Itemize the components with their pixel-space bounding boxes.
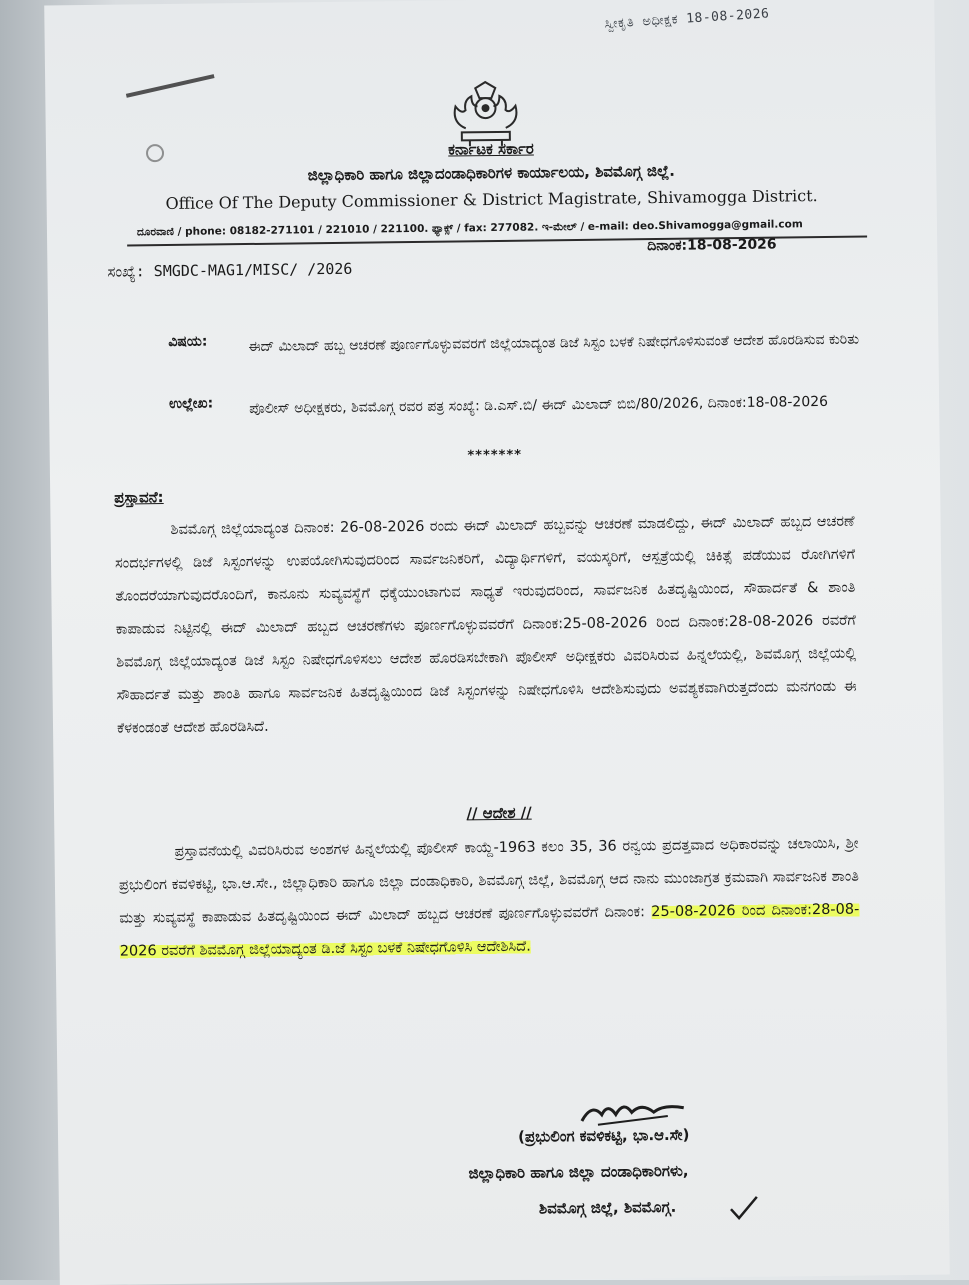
tick-mark-icon: [729, 1195, 759, 1221]
received-stamp: ಸ್ವೀಕೃತಿ ಅಧೀಕ್ಷಕ 18-08-2026: [604, 6, 770, 32]
reference-number: ಸಂಖ್ಯೆ: SMGDC-MAG1/MISC/ /2026: [107, 259, 353, 281]
document-page: [44, 0, 950, 1285]
pen-mark: [126, 74, 215, 98]
order-heading: // ಆದೇಶ //: [466, 803, 532, 823]
subject-label: ವಿಷಯ:: [168, 333, 208, 350]
subject-text: ಈದ್ ಮಿಲಾದ್ ಹಬ್ಬ ಆಚರಣೆ ಪೂರ್ಣಗೊಳ್ಳುವವರಗೆ ಜಿಲ್ಲೆಯಾದ್ಯಂತ ಡಿಜೆ ಸಿಸ್ಟಂ ಬಳಕೆ ನಿಷೇಧಗೊಳಿಸುವಂತೆ ಆದೇಶ ಹೊರಡಿಸುವ ಕುರಿತು: [248, 331, 860, 356]
signatory-title: ಜಿಲ್ಲಾಧಿಕಾರಿ ಹಾಗೂ ಜಿಲ್ಲಾ ದಂಡಾಧಿಕಾರಿಗಳು,: [468, 1161, 689, 1183]
order-highlighted-text: 25-08-2026 ರಿಂದ ದಿನಾಂಕ:28-08-2026 ರವರೆಗೆ ಶಿವಮೊಗ್ಗ ಜಿಲ್ಲೆಯಾದ್ಯಂತ ಡಿ.ಜೆ ಸಿಸ್ಟಂ ಬಳಕೆ ನಿಷೇಧಗೊಳಿಸಿ ಆದೇಶಿಸಿದೆ.: [119, 901, 860, 960]
order-paragraph: [118, 828, 860, 969]
office-name-kannada: ಜಿಲ್ಲಾಧಿಕಾರಿ ಹಾಗೂ ಜಿಲ್ಲಾದಂಡಾಧಿಕಾರಿಗಳ ಕಾರ್ಯಾಲಯ, ಶಿವಮೊಗ್ಗ ಜಿಲ್ಲೆ.: [307, 161, 675, 185]
preamble-heading: ಪ್ರಸ್ತಾವನೆ:: [114, 488, 164, 507]
order-date: ದಿನಾಂಕ:18-08-2026: [647, 236, 777, 255]
reference-label: ಉಲ್ಲೇಖ:: [168, 395, 214, 412]
preamble-paragraph: ಶಿವಮೊಗ್ಗ ಜಿಲ್ಲೆಯಾದ್ಯಂತ ದಿನಾಂಕ: 26-08-2026 ರಂದು ಈದ್ ಮಿಲಾದ್ ಹಬ್ಬವನ್ನು ಆಚರಣೆ ಮಾಡಲಿದ್ದು, ಈದ್ ಮಿಲಾದ್ ಹಬ್ಬದ ಆಚರಣೆ ಸಂದರ್ಭಗಳಲ್ಲಿ ಡಿಜೆ ಸಿಸ್ಟಂಗಳನ್ನು ಉಪಯೋಗಿಸುವುದರಿಂದ ಸಾರ್ವಜನಿಕರಿಗೆ, ವಿದ್ಯಾರ್ಥಿಗಳಿಗೆ, ವಯಸ್ಕರಿಗೆ, ಆಸ್ಪತ್ರೆಯಲ್ಲಿ ಚಿಕಿತ್ಸೆ ಪಡೆಯುವ ರೋಗಿಗಳಿಗೆ ತೊಂದರೆಯಾಗುವುದರೊಂದಿಗೆ, ಕಾನೂನು ಸುವ್ಯವಸ್ಥೆಗೆ ಧಕ್ಕೆಯುಂಟಾಗುವ ಸಾಧ್ಯತೆ ಇರುವುದರಿಂದ, ಸಾರ್ವಜನಿಕ ಹಿತದೃಷ್ಟಿಯಿಂದ, ಸೌಹಾರ್ದತೆ & ಶಾಂತಿ ಕಾಪಾಡುವ ನಿಟ್ಟಿನಲ್ಲಿ ಈದ್ ಮಿಲಾದ್ ಹಬ್ಬದ ಆಚರಣೆಗಳು ಪೂರ್ಣಗೊಳ್ಳುವವರೆಗೆ ದಿನಾಂಕ:25-08-2026 ರಿಂದ ದಿನಾಂಕ:28-08-2026 ರವರೆಗೆ ಶಿವಮೊಗ್ಗ ಜಿಲ್ಲೆಯಾದ್ಯಂತ ಡಿಜೆ ಸಿಸ್ಟಂ ನಿಷೇಧಗೊಳಿಸಲು ಆದೇಶ ಹೊರಡಿಸಬೇಕಾಗಿ ಪೊಲೀಸ್ ಅಧೀಕ್ಷಕರು ವಿವರಿಸಿರುವ ಹಿನ್ನಲೆಯಲ್ಲಿ, ಶಿವಮೊಗ್ಗ ಜಿಲ್ಲೆಯಲ್ಲಿ ಸೌಹಾರ್ದತೆ ಮತ್ತು ಶಾಂತಿ ಹಾಗೂ ಸಾರ್ವಜನಿಕ ಹಿತದೃಷ್ಟಿಯಿಂದ ಡಿಜೆ ಸಿಸ್ಟಂಗಳನ್ನು ನಿಷೇಧಗೊಳಿಸಿ ಆದೇಶಿಸುವುದು ಅವಶ್ಯಕವಾಗಿರುತ್ತದೆಂದು ಮನಗಂಡು ಈ ಕೆಳಕಂಡಂತೆ ಆದೇಶ ಹೊರಡಿಸಿದೆ.: [114, 513, 857, 737]
signature-icon: [578, 1098, 698, 1129]
separator-stars: *******: [467, 447, 523, 464]
office-name-english: Office Of The Deputy Commissioner & District Magistrate, Shivamogga District.: [165, 186, 818, 214]
order-text: ಪ್ರಸ್ತಾವನೆಯಲ್ಲಿ ವಿವರಿಸಿರುವ ಅಂಶಗಳ ಹಿನ್ನಲೆಯಲ್ಲಿ ಪೊಲೀಸ್ ಕಾಯ್ದೆ-1963 ಕಲಂ 35, 36 ರನ್ವಯ ಪ್ರದತ್ತವಾದ ಅಧಿಕಾರವನ್ನು ಚಲಾಯಿಸಿ, ಶ್ರೀ ಪ್ರಭುಲಿಂಗ ಕವಳಿಕಟ್ಟಿ, ಭಾ.ಆ.ಸೇ., ಜಿಲ್ಲಾಧಿಕಾರಿ ಹಾಗೂ ಜಿಲ್ಲಾ ದಂಡಾಧಿಕಾರಿ, ಶಿವಮೊಗ್ಗ ಜಿಲ್ಲೆ, ಶಿವಮೊಗ್ಗ ಆದ ನಾನು ಮುಂಜಾಗ್ರತ ಕ್ರಮವಾಗಿ ಸಾರ್ವಜನಿಕ ಶಾಂತಿ ಮತ್ತು ಸುವ್ಯವಸ್ಥೆ ಕಾಪಾಡುವ ಹಿತದೃಷ್ಟಿಯಿಂದ ಈದ್ ಮಿಲಾದ್ ಹಬ್ಬದ ಆಚರಣೆ ಪೂರ್ಣಗೊಳ್ಳುವವರೆಗೆ ದಿನಾಂಕ:: [118, 835, 860, 927]
government-name: ಕರ್ನಾಟಕ ಸರ್ಕಾರ: [448, 139, 534, 159]
signatory-name: (ಪ್ರಭುಲಿಂಗ ಕವಳಿಕಟ್ಟಿ, ಭಾ.ಆ.ಸೇ): [517, 1125, 690, 1146]
reference-text: ಪೊಲೀಸ್ ಅಧೀಕ್ಷಕರು, ಶಿವಮೊಗ್ಗ ರವರ ಪತ್ರ ಸಂಖ್ಯೆ: ಡಿ.ಎಸ್.ಬಿ/ ಈದ್ ಮಿಲಾದ್ ಬಿಬಿ/80/2026, ದಿನಾಂಕ:18-08-2026: [249, 393, 829, 418]
signatory-place: ಶಿವಮೊಗ್ಗ ಜಿಲ್ಲೆ, ಶಿವಮೊಗ್ಗ.: [538, 1197, 677, 1218]
contact-line: ದೂರವಾಣಿ / phone: 08182-271101 / 221010 / 221100. ಫ್ಯಾಕ್ಸ್ / fax: 277082. ಇ-ಮೇಲ್ / e-mail: deo.Shivamogga@gmail.com: [136, 218, 803, 239]
